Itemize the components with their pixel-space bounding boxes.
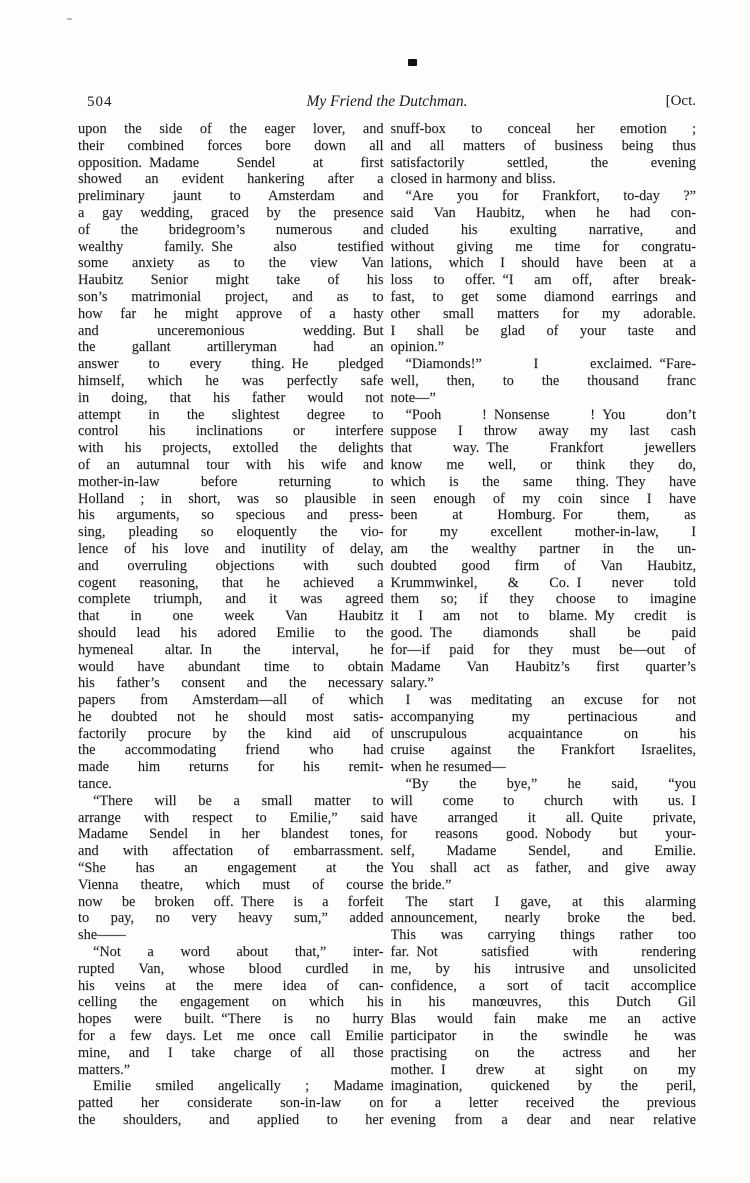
text-line: the accommodating friend who had (78, 742, 384, 759)
text-line: for my excellent mother-in-law, I (390, 524, 696, 541)
text-line: will come to church with us. I (390, 792, 696, 809)
text-line: when he resumed— (390, 759, 506, 776)
text-line: showed an evident hankering after a (78, 171, 384, 188)
text-line: “Not a word about that,” inter- (93, 944, 384, 961)
text-line: loss to offer. “I am off, after break- (390, 272, 696, 289)
page-header (78, 93, 696, 113)
text-line: their combined forces bore down all (78, 137, 384, 154)
text-line: lations, which I should have been at a (390, 255, 696, 272)
text-line: Madame Sendel in her blandest tones, (78, 826, 384, 843)
left-column (78, 121, 384, 1129)
text-line: know me well, or think they do, (390, 456, 696, 473)
text-line: Haubitz Senior might take of his (78, 272, 384, 289)
text-line: wealthy family. She also testified (78, 238, 384, 255)
text-line: I was meditating an excuse for not (405, 692, 696, 709)
text-line: made him returns for his remit- (78, 759, 384, 776)
text-line: good. The diamonds shall be paid (390, 624, 696, 641)
text-line: his father’s consent and the necessary (78, 675, 384, 692)
text-line: and unceremonious wedding. But (78, 322, 384, 339)
text-line: accompanying my pertinacious and (390, 708, 696, 725)
text-line: satisfactorily settled, the evening (390, 154, 696, 171)
text-line: arrange with respect to Emilie,” said (78, 809, 384, 826)
text-line: control his inclinations or interfere (78, 423, 384, 440)
text-line: opinion.” (390, 339, 445, 356)
text-line: Vienna theatre, which must of course (78, 876, 384, 893)
text-line: announcement, nearly broke the bed. (390, 910, 696, 927)
text-line: hopes were built. “There is no hurry (78, 1011, 384, 1028)
text-line: should lead his adored Emilie to the (78, 624, 384, 641)
text-line: unscrupulous acquaintance on his (390, 725, 696, 742)
text-line: “She has an engagement at the (78, 860, 384, 877)
text-line: am the wealthy partner in the un- (390, 540, 696, 557)
text-line: matters.” (78, 1061, 131, 1078)
text-line: mine, and I take charge of all those (78, 1044, 384, 1061)
text-line: “Are you for Frankfort, to-day ?” (405, 188, 696, 205)
running-title: My Friend the Dutchman. (306, 93, 468, 110)
text-line: upon the side of the eager lover, and (78, 121, 384, 137)
text-line: in his manœuvres, this Dutch Gil (390, 994, 696, 1011)
text-line: “Pooh ! Nonsense ! You don’t (405, 406, 696, 423)
right-column (391, 121, 697, 1129)
text-line: sing, pleading so eloquently the vio- (78, 524, 384, 541)
text-line: Madame Van Haubitz’s first quarter’s (390, 658, 696, 675)
text-line: and overruling objections with such (78, 557, 384, 574)
text-line: “There will be a small matter to (93, 792, 384, 809)
text-line: and with affectation of embarrassment. (78, 843, 384, 860)
text-line: to pay, no very heavy sum,” added (78, 910, 384, 927)
text-line: now be broken off. There is a forfeit (78, 893, 384, 910)
text-line: papers from Amsterdam—all of which (78, 692, 384, 709)
text-line: “By the bye,” he said, “you (405, 776, 696, 793)
text-line: mother. I drew at sight on my (390, 1061, 696, 1078)
text-line: The start I gave, at this alarming (405, 893, 696, 910)
text-line: other small matters for my adorable. (390, 305, 696, 322)
text-line: he doubted not he should most satis- (78, 708, 384, 725)
text-line: of the bridegroom’s numerous and (78, 221, 384, 238)
text-line: for—if paid for they must be—out of (390, 641, 696, 658)
text-line: said Van Haubitz, when he had con- (390, 204, 696, 221)
text-line: self, Madame Sendel, and Emilie. (390, 843, 696, 860)
text-line: You shall act as father, and give away (390, 860, 696, 877)
text-line: evening from a dear and near relative (390, 1112, 696, 1129)
text-line: with his projects, extolled the delights (78, 440, 384, 457)
text-line: practising on the actress and her (390, 1044, 696, 1061)
text-line: cruise against the Frankfort Israelites, (390, 742, 696, 759)
text-line: participator in the swindle he was (390, 1028, 696, 1045)
text-line: This was carrying things rather too (390, 927, 696, 944)
text-line: patted her considerate son-in-law on (78, 1095, 384, 1112)
text-line: well, then, to the thousand franc (390, 372, 696, 389)
text-line: mother-in-law before returning to (78, 473, 384, 490)
text-line: Holland ; in short, was so plausible in (78, 490, 384, 507)
text-line: she—— (78, 927, 126, 944)
text-line: answer to every thing. He pledged (78, 356, 384, 373)
text-line: son’s matrimonial project, and as to (78, 288, 384, 305)
text-line: lence of his love and inutility of delay, (78, 540, 384, 557)
text-line: suppose I throw away my last cash (390, 423, 696, 440)
ink-speck (408, 59, 417, 66)
text-line: cluded his exulting narrative, and (390, 221, 696, 238)
text-line: factorily procure by the kind aid of (78, 725, 384, 742)
text-line: far. Not satisfied with rendering (390, 944, 696, 961)
text-line: that way. The Frankfort jewellers (390, 440, 696, 457)
text-line: the gallant artilleryman had an (78, 339, 384, 356)
text-line: note—” (390, 389, 436, 406)
text-line: doubted good firm of Van Haubitz, (390, 557, 696, 574)
text-line: hymeneal altar. In the interval, he (78, 641, 384, 658)
text-line: confidence, a sort of tacit accomplice (390, 977, 696, 994)
text-line: attempt in the slightest degree to (78, 406, 384, 423)
text-line: me, by his intrusive and unsolicited (390, 960, 696, 977)
text-line: for a few days. Let me once call Emilie (78, 1028, 384, 1045)
text-line: tance. (78, 776, 112, 793)
text-line: seen enough of my coin since I have (390, 490, 696, 507)
text-line: salary.” (390, 675, 434, 692)
text-line: the bride.” (390, 876, 452, 893)
text-line: them so; if they choose to imagine (390, 591, 696, 608)
text-line: closed in harmony and bliss. (390, 171, 556, 188)
ink-speck-faint (67, 18, 72, 20)
text-line: complete triumph, and it was agreed (78, 591, 384, 608)
text-line: which is the same thing. They have (390, 473, 696, 490)
text-line: snuff-box to conceal her emotion ; (390, 121, 696, 137)
text-line: rupted Van, whose blood curdled in (78, 960, 384, 977)
text-line: his arguments, so specious and press- (78, 507, 384, 524)
text-line: Emilie smiled angelically ; Madame (93, 1078, 384, 1095)
text-line: in doing, that his father would not (78, 389, 384, 406)
text-line: I shall be glad of your taste and (390, 322, 696, 339)
text-line: some anxiety as to the view Van (78, 255, 384, 272)
text-line: opposition. Madame Sendel at first (78, 154, 384, 171)
text-line: “Diamonds!” I exclaimed. “Fare- (405, 356, 696, 373)
issue-date: [Oct. (665, 93, 696, 109)
text-line: have arranged it all. Quite private, (390, 809, 696, 826)
page-number: 504 (87, 94, 113, 110)
text-line: without giving me time for congratu- (390, 238, 696, 255)
text-line: celling the engagement on which his (78, 994, 384, 1011)
text-line: that in one week Van Haubitz (78, 608, 384, 625)
text-line: a gay wedding, graced by the presence (78, 204, 384, 221)
text-line: of an autumnal tour with his wife and (78, 456, 384, 473)
text-line: for a letter received the previous (390, 1095, 696, 1112)
text-line: and all matters of business being thus (390, 137, 696, 154)
text-line: would have abundant time to obtain (78, 658, 384, 675)
text-line: Blas would fain make me an active (390, 1011, 696, 1028)
text-line: his veins at the mere idea of can- (78, 977, 384, 994)
text-line: the shoulders, and applied to her (78, 1112, 384, 1129)
text-line: been at Homburg. For them, as (390, 507, 696, 524)
text-line: himself, which he was perfectly safe (78, 372, 384, 389)
text-columns (78, 121, 696, 1129)
text-line: for reasons good. Nobody but your- (390, 826, 696, 843)
text-line: preliminary jaunt to Amsterdam and (78, 188, 384, 205)
text-line: how far he might approve of a hasty (78, 305, 384, 322)
text-line: imagination, quickened by the peril, (390, 1078, 696, 1095)
text-line: fast, to get some diamond earrings and (390, 288, 696, 305)
text-line: Krummwinkel, & Co. I never told (390, 574, 696, 591)
text-line: it I am not to blame. My credit is (390, 608, 696, 625)
text-line: cogent reasoning, that he achieved a (78, 574, 384, 591)
